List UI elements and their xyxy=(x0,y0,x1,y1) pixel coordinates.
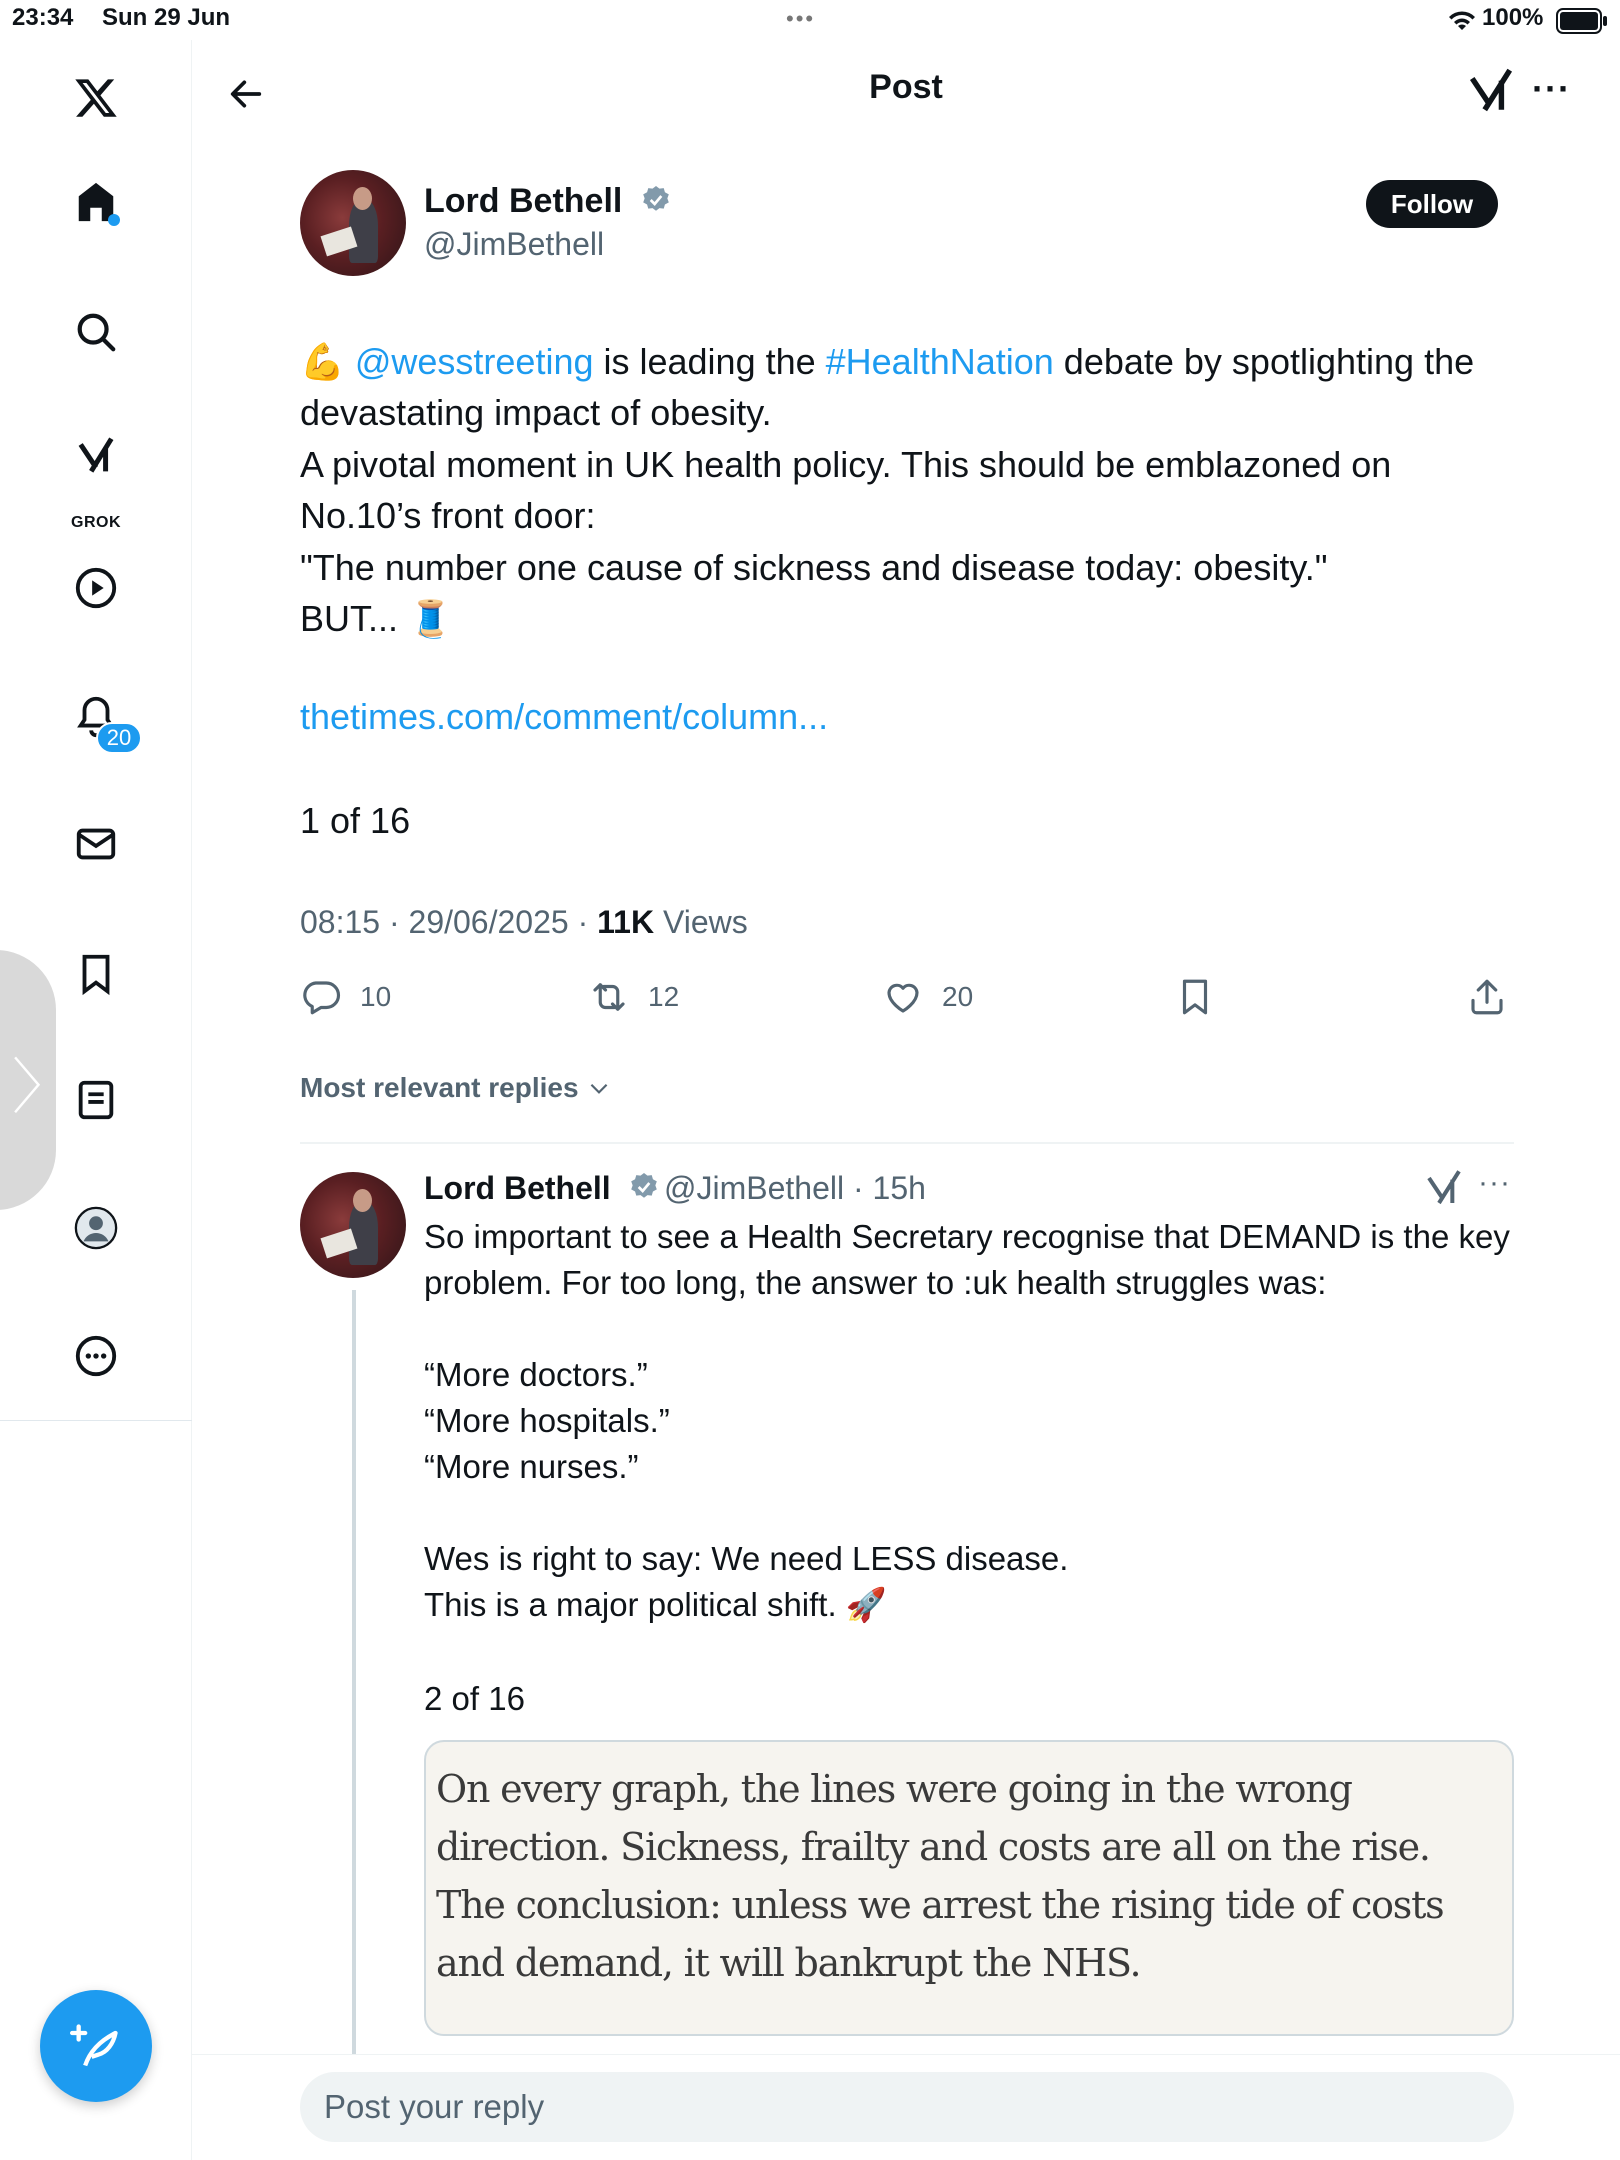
reply-author-name-row[interactable] xyxy=(424,1170,660,1207)
page-title: Post xyxy=(869,68,943,106)
share-action-button[interactable] xyxy=(1466,976,1508,1018)
search-icon[interactable] xyxy=(66,302,126,362)
grok-icon[interactable] xyxy=(1466,64,1516,118)
compose-feather-icon xyxy=(70,2020,122,2072)
reply-blank-line xyxy=(424,1306,1514,1352)
repost-icon xyxy=(588,976,630,1018)
thread-count: 1 of 16 xyxy=(300,800,411,841)
home-unread-dot xyxy=(108,214,120,226)
status-date: Sun 29 Jun xyxy=(102,4,231,31)
grok-icon[interactable] xyxy=(66,426,126,486)
attached-image[interactable] xyxy=(424,1740,1514,2036)
author-name-row[interactable] xyxy=(424,182,672,221)
tweet-text xyxy=(300,336,1520,644)
share-icon xyxy=(1466,976,1508,1018)
bookmark-action-button[interactable] xyxy=(1174,976,1216,1018)
sort-replies-label: Most relevant replies xyxy=(300,1072,579,1103)
reply-author-name[interactable]: Lord Bethell xyxy=(424,1170,611,1206)
reply-bubble-icon xyxy=(300,976,342,1018)
verified-badge-icon xyxy=(640,184,672,216)
tweet-text-part: is leading the xyxy=(593,341,826,382)
wifi-icon xyxy=(1448,10,1476,32)
views-count: 11K xyxy=(597,904,655,940)
tweet-text-line: BUT... 🧵 xyxy=(300,598,453,640)
grok-icon[interactable] xyxy=(1424,1166,1464,1210)
reply-author-avatar[interactable] xyxy=(300,1172,406,1278)
messages-envelope-icon[interactable] xyxy=(66,814,126,874)
chevron-right-icon: 〉 xyxy=(12,1054,72,1121)
multitasking-dots-icon[interactable]: ••• xyxy=(786,6,816,31)
article-link[interactable]: thetimes.com/comment/column... xyxy=(300,696,829,737)
reply-text-line: This is a major political shift. 🚀 xyxy=(424,1586,887,1623)
reply-text xyxy=(424,1214,1514,1628)
lists-icon[interactable] xyxy=(66,1070,126,1130)
video-play-icon[interactable] xyxy=(66,558,126,618)
bookmarks-icon[interactable] xyxy=(66,944,126,1004)
status-time: 23:34 xyxy=(12,4,74,31)
reply-text-line: “More doctors.” xyxy=(424,1356,648,1393)
reply-blank-line xyxy=(424,1490,1514,1536)
verified-badge-icon xyxy=(628,1171,660,1203)
tweet-timestamp[interactable]: 08:15 · 29/06/2025 · xyxy=(300,904,598,940)
sidebar-divider xyxy=(0,1420,192,1421)
replies-divider xyxy=(300,1142,1514,1144)
hashtag-link[interactable]: #HealthNation xyxy=(825,341,1054,382)
bookmark-icon xyxy=(1174,976,1216,1018)
compose-post-button[interactable] xyxy=(40,1990,152,2102)
reply-thread-count: 2 of 16 xyxy=(424,1680,525,1717)
reply-input[interactable] xyxy=(300,2072,1514,2142)
notifications-badge: 20 xyxy=(96,722,142,754)
sort-replies-dropdown[interactable] xyxy=(300,1072,612,1104)
follow-button[interactable]: Follow xyxy=(1366,180,1498,228)
battery-icon xyxy=(1556,8,1608,34)
reply-more-options-button[interactable]: ··· xyxy=(1478,1166,1511,1199)
mention-link[interactable]: @wesstreeting xyxy=(354,341,594,382)
reply-text-line: “More nurses.” xyxy=(424,1448,639,1485)
grok-label: GROK xyxy=(71,514,121,531)
reply-count: 10 xyxy=(360,981,392,1012)
more-options-icon[interactable] xyxy=(66,1326,126,1386)
reply-action-button[interactable] xyxy=(300,976,391,1018)
repost-action-button[interactable] xyxy=(588,976,679,1018)
chevron-down-icon xyxy=(586,1075,612,1101)
more-options-button[interactable]: ··· xyxy=(1532,68,1571,109)
author-avatar[interactable] xyxy=(300,170,406,276)
repost-count: 12 xyxy=(648,981,680,1012)
reply-text-line: Wes is right to say: We need LESS disease. xyxy=(424,1540,1069,1577)
tweet-text-line: A pivotal moment in UK health policy. This should be emblazoned on No.10’s front door: xyxy=(300,443,1392,537)
reply-handle-time[interactable]: @JimBethell · 15h xyxy=(664,1170,926,1206)
like-action-button[interactable] xyxy=(882,976,973,1018)
profile-avatar-icon[interactable] xyxy=(66,1198,126,1258)
tweet-meta xyxy=(300,904,748,941)
tweet-text-part: debate by spotlighting the devastating impact of obesity. xyxy=(300,341,1475,434)
author-name[interactable]: Lord Bethell xyxy=(424,182,623,220)
thread-connector-line xyxy=(352,1290,356,2060)
like-count: 20 xyxy=(942,981,974,1012)
flexed-biceps-emoji: 💪 xyxy=(300,341,345,382)
reply-text-line: So important to see a Health Secretary recognise that DEMAND is the key problem. For too long, the answer to :uk health struggles was: xyxy=(424,1218,1510,1301)
reply-text-line: “More hospitals.” xyxy=(424,1402,670,1439)
attached-image-text: On every graph, the lines were going in the wrong direction. Sickness, frailty and costs are all on the rise. The conclusion: unless we arrest the rising tide of costs and demand, it will bankrupt the NHS. xyxy=(436,1767,1444,1985)
battery-percent: 100% xyxy=(1482,4,1544,31)
views-label: Views xyxy=(654,904,748,940)
heart-icon xyxy=(882,976,924,1018)
tweet-text-line: "The number one cause of sickness and disease today: obesity." xyxy=(300,546,1328,588)
author-handle[interactable]: @JimBethell xyxy=(424,226,605,262)
